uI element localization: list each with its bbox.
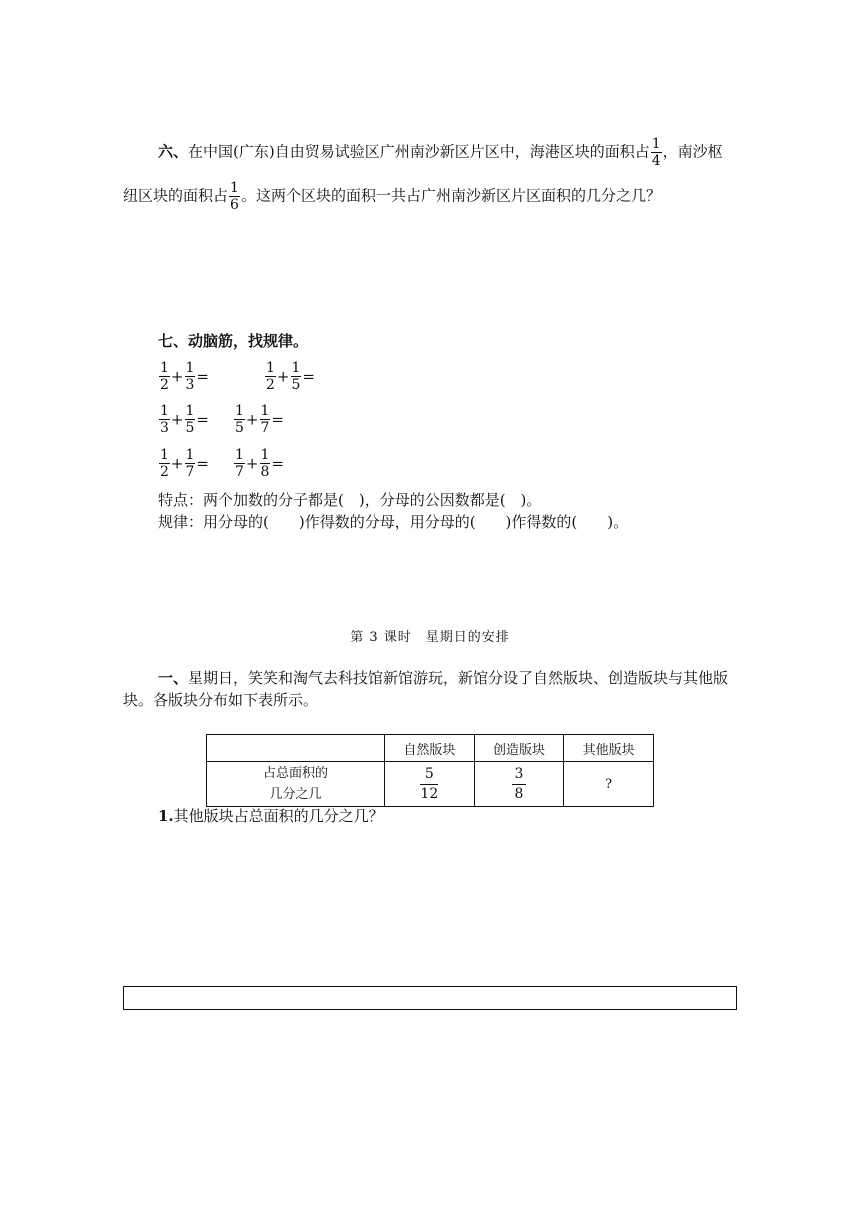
fraction-addend-1 — [265, 360, 276, 393]
table-row — [207, 762, 654, 807]
fraction-addend-2 — [291, 360, 302, 393]
fraction-addend-1 — [234, 403, 245, 436]
fraction-numerator: 1 — [230, 180, 239, 196]
table-cell-creation — [474, 762, 564, 807]
q7-equation-r3c2 — [233, 447, 284, 480]
table-header-cell: 创造版块 — [474, 735, 564, 762]
fraction-denominator: 8 — [260, 464, 270, 480]
fraction-addend-1 — [159, 403, 170, 436]
q6-line-2 — [123, 180, 661, 213]
equals-sign: = — [302, 367, 315, 386]
plus-sign: + — [170, 454, 184, 473]
plus-sign: + — [170, 410, 184, 429]
fraction-numerator: 1 — [260, 403, 270, 419]
fraction-numerator: 1 — [185, 403, 195, 419]
q7-equation-r2c1 — [158, 403, 209, 436]
fraction-numerator: 1 — [160, 447, 169, 463]
fraction-denominator: 4 — [651, 153, 661, 169]
q1-sub-question-1 — [158, 806, 384, 826]
fraction-addend-2 — [185, 403, 196, 436]
fraction-denominator: 7 — [235, 464, 244, 480]
table-row-label — [207, 762, 385, 807]
q7-equation-r1c2 — [264, 360, 315, 393]
fraction-natural — [420, 765, 438, 804]
q7-rule-text: 规律：用分母的( )作得数的分母，用分母的( )作得数的( )。 — [158, 513, 629, 531]
table-header-cell — [207, 735, 385, 762]
fraction-addend-2 — [185, 447, 196, 480]
fraction-denominator: 6 — [230, 197, 239, 213]
sub-question-number: 1. — [158, 807, 174, 825]
q6-label: 六、 — [158, 142, 189, 161]
q1-text-a: 星期日，笑笑和淘气去科技馆新馆游玩，新馆分设了自然版块、创造版块与其他版 — [188, 669, 729, 687]
fraction-denominator: 5 — [235, 420, 244, 436]
fraction-creation — [512, 765, 527, 804]
fraction-denominator: 7 — [260, 420, 270, 436]
q6-text-c: 纽区块的面积占 — [123, 186, 229, 205]
fraction-numerator: 3 — [512, 765, 527, 785]
q1-line-2: 块。各版块分布如下表所示。 — [123, 691, 319, 709]
plus-sign: + — [245, 410, 259, 429]
fraction-denominator: 3 — [160, 420, 169, 436]
fraction-addend-1 — [159, 447, 170, 480]
q6-text-a: 在中国(广东)自由贸易试验区广州南沙新区片区中，海港区块的面积占 — [188, 142, 650, 161]
table-cell-natural — [384, 762, 474, 807]
fraction-numerator: 1 — [160, 403, 169, 419]
fraction-numerator: 1 — [651, 136, 661, 152]
fraction-denominator: 12 — [420, 785, 439, 802]
answer-box[interactable] — [123, 986, 737, 1010]
fraction-addend-2 — [260, 403, 271, 436]
plus-sign: + — [170, 367, 184, 386]
table-header-cell: 其他版块 — [564, 735, 654, 762]
q1-line-1 — [158, 668, 728, 688]
q6-fraction-b — [229, 180, 240, 213]
q6-fraction-a — [651, 136, 662, 169]
q1-label: 一、 — [158, 669, 189, 687]
fraction-addend-1 — [234, 447, 245, 480]
fraction-numerator: 1 — [185, 447, 195, 463]
equals-sign: = — [196, 367, 209, 386]
fraction-denominator: 2 — [266, 377, 275, 393]
plus-sign: + — [245, 454, 259, 473]
fraction-denominator: 3 — [185, 377, 195, 393]
fraction-addend-2 — [260, 447, 271, 480]
fraction-addend-1 — [159, 360, 170, 393]
fraction-numerator: 1 — [291, 360, 301, 376]
lesson-title: 第 3 课时 星期日的安排 — [350, 630, 510, 645]
q6-line-1 — [158, 136, 723, 169]
q7-title: 七、动脑筋，找规律。 — [158, 332, 309, 350]
fraction-numerator: 5 — [420, 765, 438, 785]
fraction-numerator: 1 — [185, 360, 195, 376]
fraction-denominator: 5 — [291, 377, 301, 393]
row-label-line-1: 占总面积的 — [262, 766, 328, 781]
equals-sign: = — [271, 410, 284, 429]
equals-sign: = — [271, 454, 284, 473]
distribution-table — [206, 734, 654, 807]
table-header-cell: 自然版块 — [384, 735, 474, 762]
fraction-numerator: 1 — [260, 447, 270, 463]
plus-sign: + — [276, 367, 290, 386]
fraction-numerator: 1 — [235, 403, 244, 419]
sub-question-text: 其他版块占总面积的几分之几？ — [173, 807, 384, 825]
row-label-line-2: 几分之几 — [269, 787, 322, 802]
table-header-row — [207, 735, 654, 762]
fraction-denominator: 2 — [160, 377, 169, 393]
fraction-denominator: 7 — [185, 464, 195, 480]
fraction-numerator: 1 — [266, 360, 275, 376]
equals-sign: = — [196, 454, 209, 473]
q6-text-b: ，南沙枢 — [662, 142, 723, 161]
fraction-numerator: 1 — [160, 360, 169, 376]
q7-feature-text: 特点：两个加数的分子都是( )，分母的公因数都是( )。 — [158, 491, 542, 509]
q7-equation-r3c1 — [158, 447, 209, 480]
fraction-denominator: 5 — [185, 420, 195, 436]
q7-equation-r2c2 — [233, 403, 284, 436]
fraction-denominator: 8 — [514, 785, 524, 802]
fraction-denominator: 2 — [160, 464, 169, 480]
fraction-numerator: 1 — [235, 447, 244, 463]
q7-equation-r1c1 — [158, 360, 209, 393]
q6-text-d: 。这两个区块的面积一共占广州南沙新区片区面积的几分之几？ — [240, 186, 661, 205]
fraction-addend-2 — [185, 360, 196, 393]
table-cell-other: ? — [564, 762, 654, 807]
equals-sign: = — [196, 410, 209, 429]
